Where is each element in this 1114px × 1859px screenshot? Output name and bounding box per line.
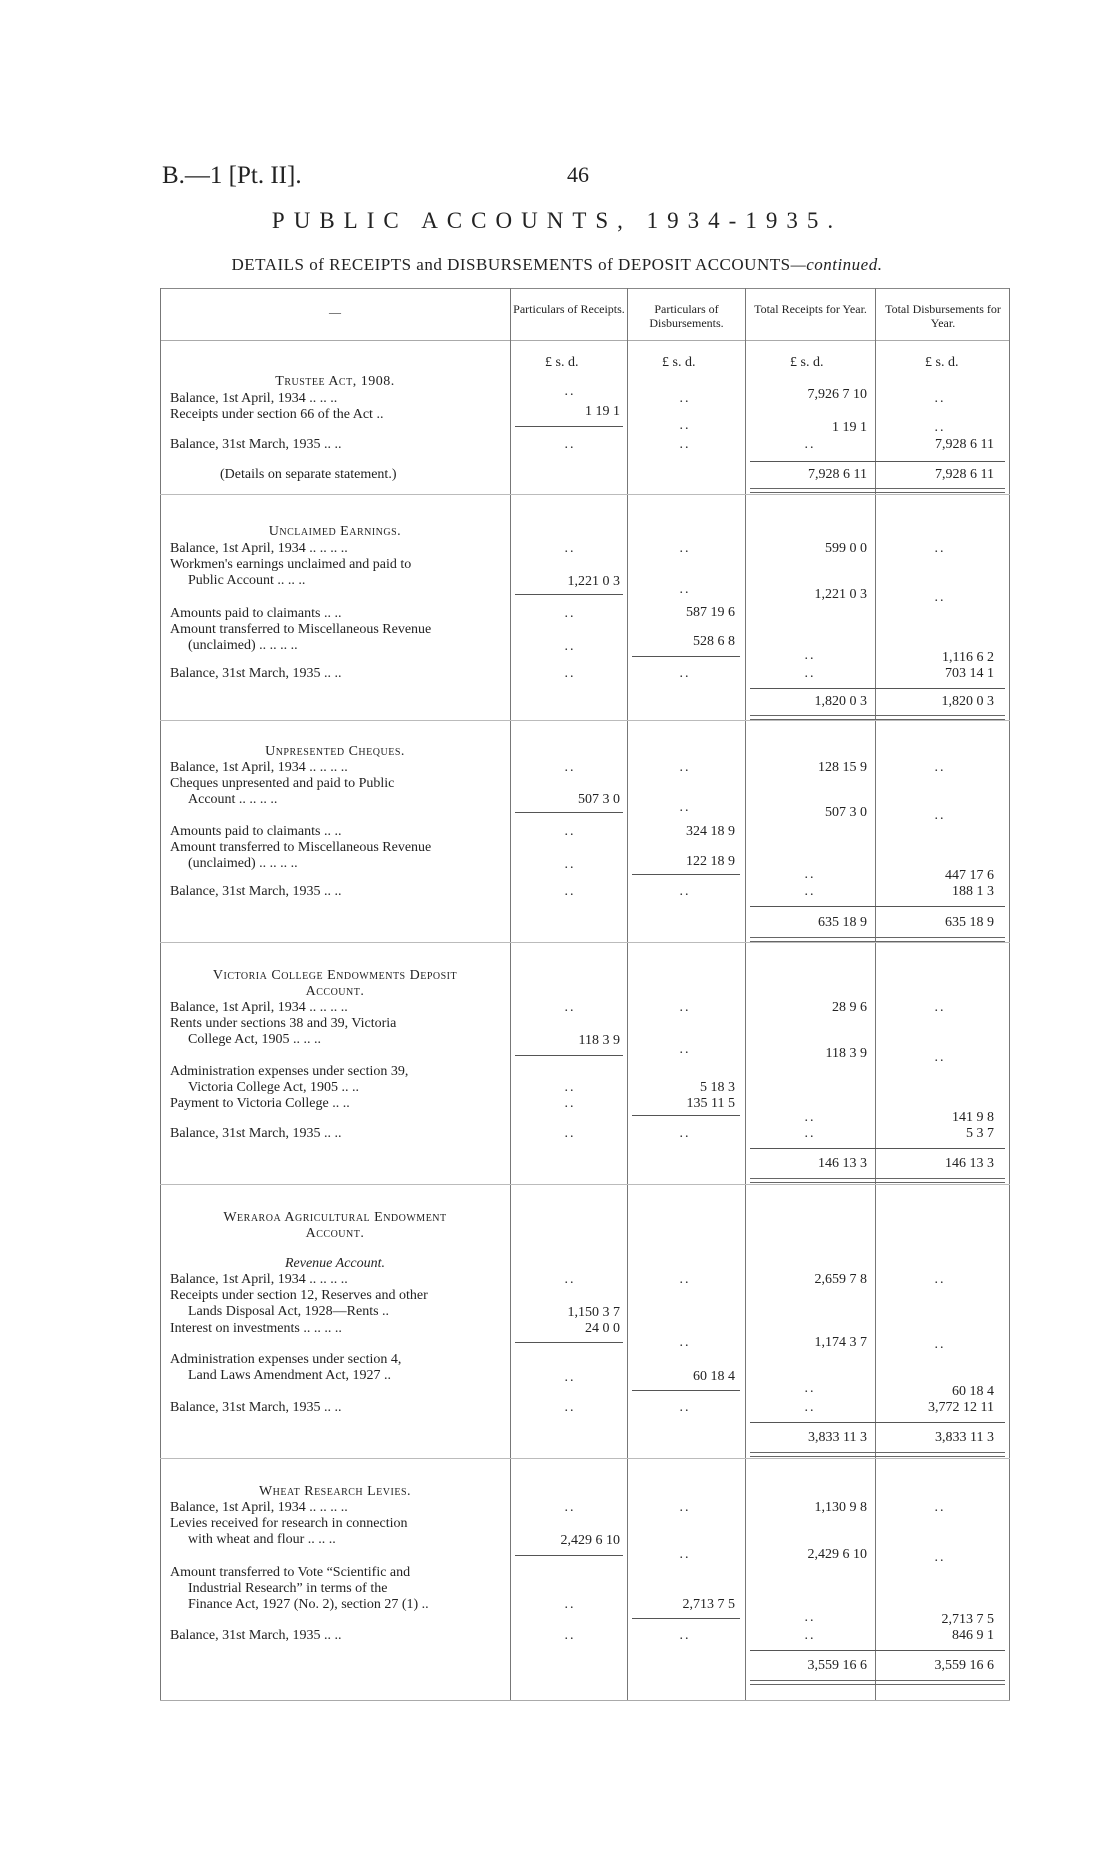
amount: 2,429 6 10 (807, 1547, 867, 1562)
dots: .. (804, 884, 816, 899)
row-desc: Balance, 31st March, 1935 .. .. (170, 1628, 342, 1643)
dots: .. (564, 437, 576, 452)
total-amount: 3,833 11 3 (935, 1430, 994, 1445)
col-divider-2 (627, 288, 628, 1700)
dots: .. (934, 1050, 946, 1065)
table-bottom-rule (160, 1700, 1010, 1701)
amount: 1,221 0 3 (814, 587, 867, 602)
total-amount: 3,559 16 6 (934, 1658, 994, 1673)
row-desc (170, 1516, 500, 1548)
dots: .. (679, 418, 691, 433)
dots: .. (934, 760, 946, 775)
row-line: Amount transferred to Miscellaneous Revenue (170, 622, 432, 637)
amount: 2,713 7 5 (682, 1597, 735, 1612)
total-rule (750, 1148, 1005, 1149)
row-line: Account .. .. .. .. (188, 792, 278, 807)
dots: .. (679, 1500, 691, 1515)
dots: .. (564, 1000, 576, 1015)
dots: .. (564, 666, 576, 681)
row-desc: Amounts paid to claimants .. .. (170, 606, 342, 621)
col-divider-4 (875, 288, 876, 1700)
amount: 28 9 6 (832, 1000, 867, 1015)
dots: .. (934, 541, 946, 556)
dots: .. (564, 1400, 576, 1415)
row-line: Receipts under section 12, Reserves and other (170, 1288, 428, 1303)
dots: .. (679, 1335, 691, 1350)
row-desc: Balance, 31st March, 1935 .. .. (170, 437, 342, 452)
total-amount: 7,928 6 11 (935, 467, 994, 482)
currency-label: £ s. d. (545, 355, 579, 370)
amount: 587 19 6 (686, 605, 735, 620)
double-rule (750, 1178, 1005, 1183)
amount: 7,928 6 11 (935, 437, 994, 452)
dots: .. (564, 384, 576, 399)
dots: .. (564, 1080, 576, 1095)
subtotal-rule (515, 812, 623, 813)
row-desc (170, 1016, 500, 1048)
section-rule (160, 1458, 1010, 1459)
dots: .. (804, 1126, 816, 1141)
dots: .. (934, 1500, 946, 1515)
row-note: (Details on separate statement.) (220, 467, 397, 482)
dots: .. (564, 1272, 576, 1287)
total-rule (750, 1650, 1005, 1651)
total-amount: 3,559 16 6 (807, 1658, 867, 1673)
row-desc: Balance, 1st April, 1934 .. .. .. .. (170, 1272, 348, 1287)
row-line: Amount transferred to Miscellaneous Revenue (170, 840, 432, 855)
amount: 1 19 1 (832, 420, 867, 435)
amount: 507 3 0 (578, 792, 620, 807)
dots: .. (564, 824, 576, 839)
dots: .. (804, 1628, 816, 1643)
amount: 60 18 4 (952, 1384, 994, 1399)
dots: .. (679, 1272, 691, 1287)
amount: 528 6 8 (693, 634, 735, 649)
dots: .. (934, 391, 946, 406)
total-amount: 635 18 9 (945, 915, 994, 930)
subtotal-rule (515, 426, 623, 427)
page-number: 46 (567, 162, 589, 187)
row-desc (170, 1064, 500, 1096)
row-line: Public Account .. .. .. (188, 573, 306, 588)
column-header-receipts: Particulars of Receipts. (513, 302, 625, 316)
amount: 846 9 1 (952, 1628, 994, 1643)
row-desc: Amounts paid to claimants .. .. (170, 824, 342, 839)
row-desc (170, 840, 500, 872)
dots: .. (679, 541, 691, 556)
row-line: with wheat and flour .. .. .. (188, 1532, 336, 1547)
section-rule (160, 942, 1010, 943)
amount: 703 14 1 (945, 666, 994, 681)
double-rule (750, 1680, 1005, 1685)
row-desc: Balance, 31st March, 1935 .. .. (170, 1126, 342, 1141)
dots: .. (934, 1000, 946, 1015)
amount: 24 0 0 (585, 1321, 620, 1336)
dots: .. (934, 1550, 946, 1565)
total-rule (750, 688, 1005, 689)
section-title: Victoria College Endowments Deposit (212, 968, 458, 983)
section-title: Weraroa Agricultural Endowment (223, 1210, 447, 1225)
dots: .. (679, 1126, 691, 1141)
dots: .. (804, 648, 816, 663)
amount: 1,116 6 2 (942, 650, 994, 665)
amount: 5 3 7 (966, 1126, 994, 1141)
amount: 2,713 7 5 (941, 1612, 994, 1627)
dots: .. (804, 1381, 816, 1396)
dots: .. (804, 1400, 816, 1415)
dots: .. (804, 1110, 816, 1125)
dots: .. (679, 884, 691, 899)
dots: .. (564, 1500, 576, 1515)
section-title: Unpresented Cheques. (265, 744, 405, 759)
dots: .. (804, 867, 816, 882)
double-rule (750, 488, 1005, 493)
row-desc (170, 557, 500, 589)
currency-label: £ s. d. (662, 355, 696, 370)
currency-label: £ s. d. (925, 355, 959, 370)
amount: 128 15 9 (818, 760, 867, 775)
amount: 447 17 6 (945, 868, 994, 883)
row-line: Administration expenses under section 39, (170, 1064, 409, 1079)
row-desc: Receipts under section 66 of the Act .. (170, 407, 384, 422)
section-title: Wheat Research Levies. (258, 1484, 412, 1499)
dots: .. (804, 437, 816, 452)
dots: .. (679, 800, 691, 815)
section-rule (160, 494, 1010, 495)
subtotal-rule (632, 1618, 740, 1619)
amount: 3,772 12 11 (928, 1400, 994, 1415)
dots: .. (679, 1547, 691, 1562)
dots: .. (564, 857, 576, 872)
subtotal-rule (632, 874, 740, 875)
row-desc: Balance, 1st April, 1934 .. .. .. .. (170, 541, 348, 556)
amount: 141 9 8 (952, 1110, 994, 1125)
row-line: Cheques unpresented and paid to Public (170, 776, 395, 791)
amount: 5 18 3 (700, 1080, 735, 1095)
column-header-description: — (329, 305, 341, 319)
row-desc: Balance, 1st April, 1934 .. .. .. .. (170, 760, 348, 775)
section-title-cont: Account. (305, 984, 365, 999)
amount: 1,130 9 8 (814, 1500, 867, 1515)
subtotal-rule (515, 594, 623, 595)
dots: .. (679, 437, 691, 452)
currency-label: £ s. d. (790, 355, 824, 370)
amount: 118 3 9 (578, 1033, 620, 1048)
subtotal-rule (632, 656, 740, 657)
dots: .. (804, 1610, 816, 1625)
row-desc: Balance, 1st April, 1934 .. .. .. (170, 391, 338, 406)
column-header-total-receipts: Total Receipts for Year. (754, 302, 867, 316)
row-line: Industrial Research” in terms of the (188, 1581, 388, 1596)
dots: .. (679, 760, 691, 775)
dots: .. (564, 1126, 576, 1141)
dots: .. (679, 391, 691, 406)
subtotal-rule (632, 1390, 740, 1391)
amount: 188 1 3 (952, 884, 994, 899)
total-amount: 1,820 0 3 (941, 694, 994, 709)
dots: .. (564, 1370, 576, 1385)
dots: .. (564, 606, 576, 621)
column-header-total-disbursements: Total Disbursements for Year. (885, 302, 1001, 330)
row-desc: Interest on investments .. .. .. .. (170, 1321, 342, 1336)
total-amount: 146 13 3 (945, 1156, 994, 1171)
dots: .. (564, 1628, 576, 1643)
header-bottom-rule (160, 340, 1010, 341)
col-divider-3 (745, 288, 746, 1700)
amount: 122 18 9 (686, 854, 735, 869)
amount: 324 18 9 (686, 824, 735, 839)
page-title: PUBLIC ACCOUNTS, 1934-1935. (271, 208, 843, 233)
row-line: Finance Act, 1927 (No. 2), section 27 (1) .. (188, 1597, 429, 1612)
amount: 599 0 0 (825, 541, 867, 556)
row-line: Amount transferred to Vote “Scientific and (170, 1565, 411, 1580)
row-desc: Payment to Victoria College .. .. (170, 1096, 350, 1111)
row-line: Lands Disposal Act, 1928—Rents .. (188, 1304, 390, 1319)
column-header-disbursements: Particulars of Disbursements. (649, 302, 724, 330)
section-title: Trustee Act, 1908. (275, 374, 395, 389)
amount: 2,429 6 10 (560, 1533, 620, 1548)
amount: 1,150 3 7 (567, 1305, 620, 1320)
subtitle-text: DETAILS of RECEIPTS and DISBURSEMENTS of DEPOSIT ACCOUNTS (231, 255, 791, 274)
dots: .. (564, 541, 576, 556)
subtotal-rule (632, 1115, 740, 1116)
page-subtitle (0, 255, 1114, 275)
dots: .. (934, 1337, 946, 1352)
row-desc (170, 776, 500, 808)
row-desc (170, 1352, 500, 1384)
total-amount: 3,833 11 3 (808, 1430, 867, 1445)
table-top-rule (160, 288, 1010, 289)
row-line: Land Laws Amendment Act, 1927 .. (188, 1368, 391, 1383)
section-rule (160, 1184, 1010, 1185)
amount: 7,926 7 10 (807, 387, 867, 402)
row-desc (170, 1565, 500, 1613)
amount: 1,174 3 7 (814, 1335, 867, 1350)
section-title-cont: Account. (305, 1226, 365, 1241)
subtotal-rule (515, 1342, 623, 1343)
subtitle-continued: —continued. (790, 255, 883, 274)
amount: 118 3 9 (825, 1046, 867, 1061)
row-line: Administration expenses under section 4, (170, 1352, 402, 1367)
total-rule (750, 461, 1005, 462)
dots: .. (564, 639, 576, 654)
table-right-border (1009, 288, 1010, 1700)
dots: .. (564, 1096, 576, 1111)
subtotal-rule (515, 1555, 623, 1556)
amount: 1,221 0 3 (567, 574, 620, 589)
row-desc (170, 1288, 500, 1320)
dots: .. (934, 808, 946, 823)
col-divider-1 (510, 288, 511, 1700)
row-line: (unclaimed) .. .. .. .. (188, 856, 298, 871)
row-desc: Balance, 1st April, 1934 .. .. .. .. (170, 1500, 348, 1515)
row-desc: Balance, 31st March, 1935 .. .. (170, 666, 342, 681)
row-line: (unclaimed) .. .. .. .. (188, 638, 298, 653)
section-rule (160, 720, 1010, 721)
dots: .. (679, 1000, 691, 1015)
section-subtitle: Revenue Account. (284, 1256, 386, 1271)
dots: .. (679, 666, 691, 681)
row-desc: Balance, 31st March, 1935 .. .. (170, 1400, 342, 1415)
dots: .. (679, 1042, 691, 1057)
total-amount: 635 18 9 (818, 915, 867, 930)
amount: 2,659 7 8 (814, 1272, 867, 1287)
dots: .. (564, 1597, 576, 1612)
total-amount: 1,820 0 3 (814, 694, 867, 709)
document-reference: B.—1 [Pt. II]. (162, 162, 302, 189)
dots: .. (679, 582, 691, 597)
dots: .. (804, 666, 816, 681)
amount: 507 3 0 (825, 805, 867, 820)
dots: .. (564, 884, 576, 899)
row-line: College Act, 1905 .. .. .. (188, 1032, 321, 1047)
row-line: Workmen's earnings unclaimed and paid to (170, 557, 412, 572)
row-desc (170, 622, 500, 654)
double-rule (750, 1452, 1005, 1457)
row-line: Levies received for research in connection (170, 1516, 408, 1531)
dots: .. (934, 1272, 946, 1287)
dots: .. (934, 590, 946, 605)
amount: 1 19 1 (585, 404, 620, 419)
amount: 60 18 4 (693, 1369, 735, 1384)
dots: .. (679, 1628, 691, 1643)
section-title: Unclaimed Earnings. (268, 524, 402, 539)
dots: .. (934, 420, 946, 435)
total-amount: 146 13 3 (818, 1156, 867, 1171)
row-desc: Balance, 31st March, 1935 .. .. (170, 884, 342, 899)
total-rule (750, 1422, 1005, 1423)
subtotal-rule (515, 1055, 623, 1056)
row-line: Victoria College Act, 1905 .. .. (188, 1080, 360, 1095)
total-amount: 7,928 6 11 (808, 467, 867, 482)
total-rule (750, 906, 1005, 907)
dots: .. (679, 1400, 691, 1415)
row-line: Rents under sections 38 and 39, Victoria (170, 1016, 397, 1031)
amount: 135 11 5 (686, 1096, 735, 1111)
row-desc: Balance, 1st April, 1934 .. .. .. .. (170, 1000, 348, 1015)
dots: .. (564, 760, 576, 775)
